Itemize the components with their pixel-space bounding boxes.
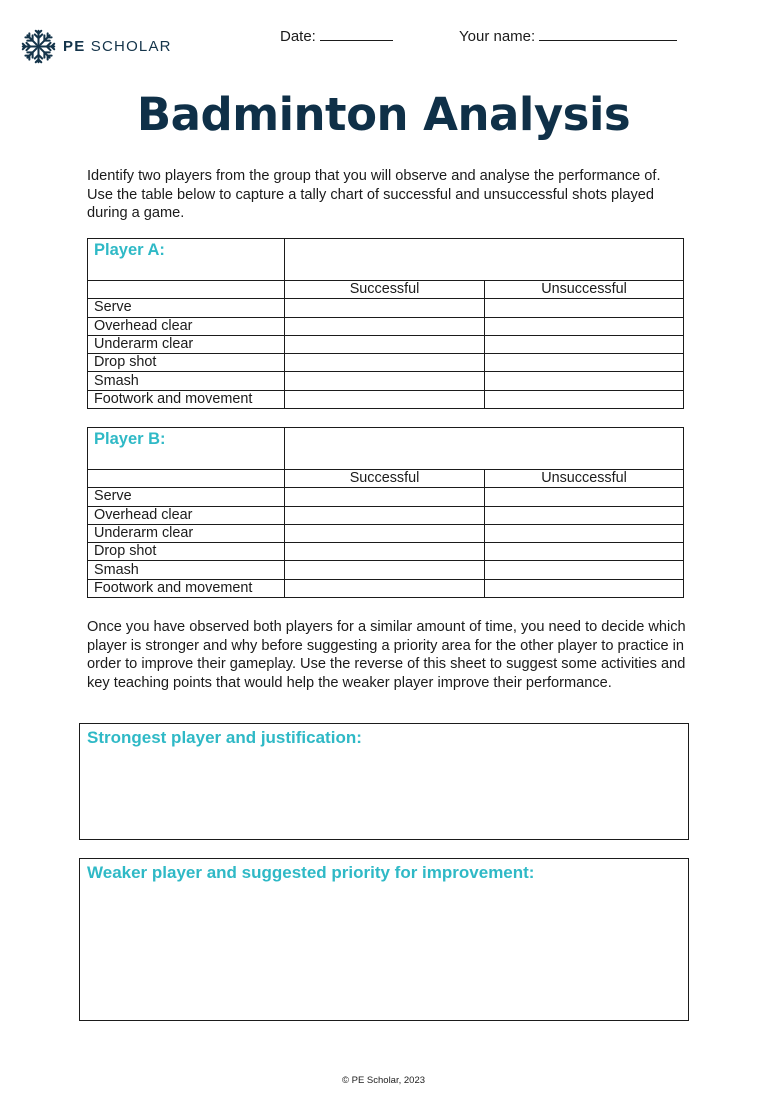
player-b-name-cell[interactable] — [285, 428, 684, 470]
shot-label: Drop shot — [88, 543, 285, 561]
tally-cell[interactable] — [285, 299, 485, 317]
tally-cell[interactable] — [485, 488, 684, 506]
page-title: Badminton Analysis — [136, 88, 631, 141]
col-unsuccessful: Unsuccessful — [485, 281, 684, 299]
shot-label: Underarm clear — [88, 524, 285, 542]
tally-cell[interactable] — [485, 335, 684, 353]
table-row — [88, 561, 684, 579]
tally-cell[interactable] — [285, 372, 485, 390]
tally-cell[interactable] — [485, 561, 684, 579]
table-row — [88, 390, 684, 408]
player-b-label: Player B: — [88, 428, 285, 470]
player-a-label: Player A: — [88, 239, 285, 281]
tally-cell[interactable] — [485, 390, 684, 408]
tally-cell[interactable] — [285, 543, 485, 561]
header-blank-cell — [88, 281, 285, 299]
tally-cell[interactable] — [285, 561, 485, 579]
tally-cell[interactable] — [485, 299, 684, 317]
snowflake-icon — [20, 28, 57, 65]
col-successful: Successful — [285, 470, 485, 488]
strongest-player-box[interactable] — [79, 723, 689, 840]
tally-cell[interactable] — [285, 506, 485, 524]
player-b-table — [87, 427, 684, 598]
table-row — [88, 335, 684, 353]
tally-cell[interactable] — [485, 524, 684, 542]
tally-cell[interactable] — [285, 524, 485, 542]
date-blank-line[interactable] — [320, 26, 393, 41]
brand-name — [63, 38, 172, 55]
table-row — [88, 488, 684, 506]
table-row — [88, 372, 684, 390]
strongest-player-heading: Strongest player and justification: — [87, 728, 362, 747]
header-blank-cell — [88, 470, 285, 488]
shot-label: Smash — [88, 372, 285, 390]
shot-label: Serve — [88, 299, 285, 317]
tally-cell[interactable] — [485, 354, 684, 372]
copyright-footer: © PE Scholar, 2023 — [341, 1075, 426, 1086]
table-row — [88, 543, 684, 561]
name-label: Your name: — [459, 28, 536, 45]
weaker-player-heading: Weaker player and suggested priority for improvement: — [87, 863, 535, 882]
intro-paragraph: Identify two players from the group that you will observe and analyse the performance of. Use the table below to capture a tally chart of successful and unsuccessful shots played during a game. — [87, 168, 661, 221]
tally-cell[interactable] — [485, 372, 684, 390]
tally-cell[interactable] — [285, 335, 485, 353]
table-row — [88, 354, 684, 372]
shot-label: Drop shot — [88, 354, 285, 372]
tally-cell[interactable] — [285, 488, 485, 506]
shot-label: Footwork and movement — [88, 390, 285, 408]
table-row — [88, 579, 684, 597]
table-row — [88, 524, 684, 542]
table-row — [88, 317, 684, 335]
brand-name-strong: PE — [63, 38, 86, 55]
name-field[interactable] — [459, 26, 677, 45]
table-row — [88, 506, 684, 524]
shot-label: Underarm clear — [88, 335, 285, 353]
shot-label: Overhead clear — [88, 506, 285, 524]
tally-cell[interactable] — [285, 354, 485, 372]
table-row — [88, 299, 684, 317]
shot-label: Serve — [88, 488, 285, 506]
weaker-player-box[interactable] — [79, 858, 689, 1021]
name-blank-line[interactable] — [539, 26, 677, 41]
instructions-paragraph: Once you have observed both players for a similar amount of time, you need to decide which player is stronger and why before suggesting a priority area for the other player to practice in order to improve their gameplay. Use the reverse of this sheet to suggest some activities and key teaching points that would help the weaker player improve their performance. — [87, 619, 686, 691]
brand-name-rest: SCHOLAR — [90, 38, 172, 55]
tally-cell[interactable] — [285, 317, 485, 335]
shot-label: Footwork and movement — [88, 579, 285, 597]
tally-cell[interactable] — [485, 506, 684, 524]
tally-cell[interactable] — [485, 579, 684, 597]
col-unsuccessful: Unsuccessful — [485, 470, 684, 488]
shot-label: Overhead clear — [88, 317, 285, 335]
shot-label: Smash — [88, 561, 285, 579]
tally-cell[interactable] — [485, 543, 684, 561]
player-a-name-cell[interactable] — [285, 239, 684, 281]
tally-cell[interactable] — [285, 579, 485, 597]
col-successful: Successful — [285, 281, 485, 299]
date-field[interactable] — [280, 26, 393, 45]
brand-logo — [20, 28, 172, 65]
tally-cell[interactable] — [285, 390, 485, 408]
date-label: Date: — [280, 28, 316, 45]
player-a-table — [87, 238, 684, 409]
tally-cell[interactable] — [485, 317, 684, 335]
